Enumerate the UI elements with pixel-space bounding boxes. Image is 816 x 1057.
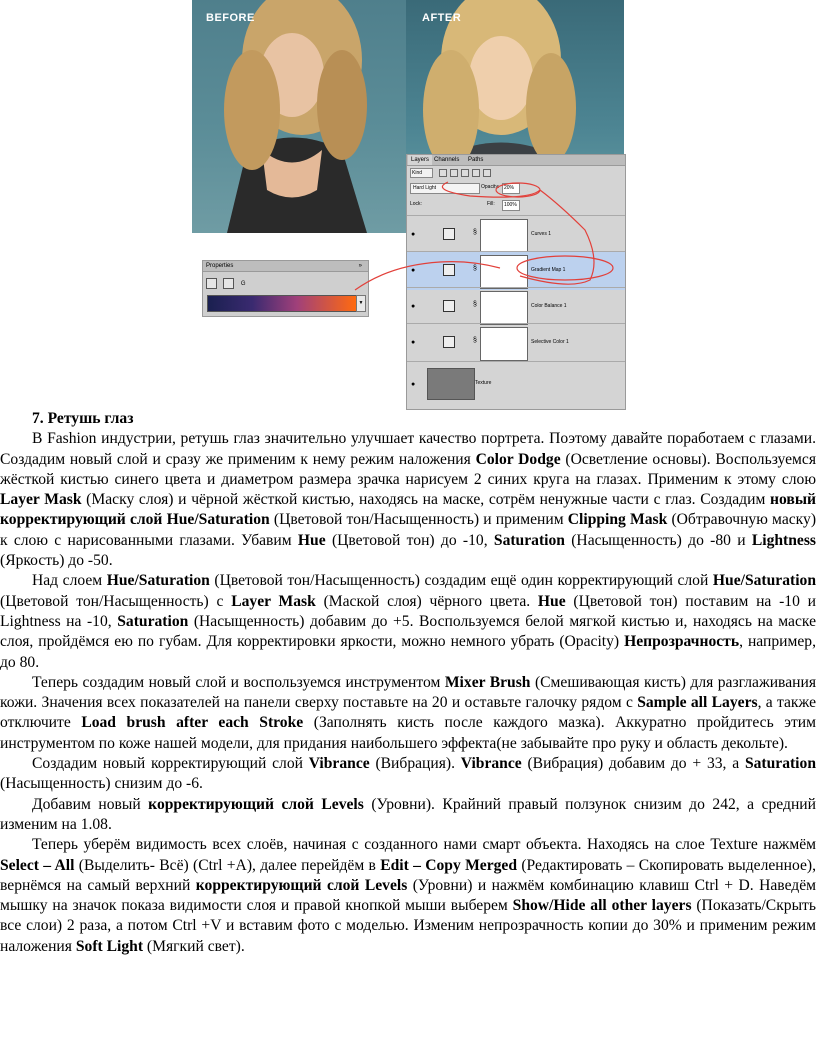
bold-term: Lightness — [751, 531, 816, 549]
filter-row — [407, 168, 625, 178]
paragraph — [0, 754, 816, 795]
adjustment-icon[interactable] — [206, 278, 217, 289]
layer-row-color-balance[interactable] — [407, 287, 625, 326]
gradient-map-icon — [443, 264, 455, 276]
blend-row — [407, 183, 625, 195]
properties-header — [203, 261, 368, 272]
fill-field[interactable]: 100% — [502, 200, 520, 211]
before-label: BEFORE — [206, 12, 255, 24]
filter-type-icon[interactable] — [461, 169, 469, 177]
bold-term: Vibrance — [460, 755, 522, 773]
properties-g-label: G — [240, 280, 246, 287]
bold-term: Clipping Mask — [567, 511, 668, 529]
article-body — [0, 409, 816, 957]
curves-icon — [443, 228, 455, 240]
bold-term: Color Dodge — [475, 450, 561, 468]
bold-term: Sample all Layers — [637, 694, 758, 712]
opacity-label: Opacity: — [481, 184, 500, 190]
text-run: (Цветовой тон) поставим на -10 и Lightness на -10, — [0, 592, 816, 630]
text-run: В Fashion индустрии, ретушь глаз значительно улучшает качество портрета. Поэтому давайте поработаем с глазами. Создадим новый слой и сразу же применим к нему режим наложения — [0, 430, 816, 468]
text-run: Теперь уберём видимость всех слоёв, начиная с созданного нами смарт объекта. Находясь на слое Texture нажмём — [32, 836, 816, 854]
tab-paths[interactable]: Paths — [468, 157, 484, 163]
layer-name: Curves 1 — [531, 231, 552, 237]
text-run: Теперь создадим новый слой и воспользуемся инструментом — [32, 673, 445, 691]
visibility-eye-icon[interactable]: ● — [411, 231, 416, 238]
bold-term: Load brush after each Stroke — [81, 714, 304, 732]
layer-row-selective-color[interactable] — [407, 323, 625, 362]
lock-label: Lock: — [410, 201, 422, 207]
bold-term: Hue/Saturation — [106, 572, 210, 590]
bold-term: Hue/Saturation — [712, 572, 816, 590]
text-run: Создадим новый корректирующий слой — [32, 755, 309, 773]
text-run: (Цветовой тон/Насыщенность) и применим — [269, 511, 568, 529]
bold-term: Layer Mask — [0, 491, 82, 509]
visibility-eye-icon[interactable]: ● — [411, 267, 416, 274]
text-run: (Маску слоя) и чёрной жёсткой кистью, находясь на маске, сотрём ненужные части с глаз. Создадим — [81, 491, 771, 509]
text-run: (Показать/Скрыть все слои) 2 раза, а потом Ctrl +V и вставим фото с моделью. Изменим непрозрачность копии до 30% и применим режим наложения — [0, 897, 816, 955]
text-run: (Цветовой тон) до -10, — [325, 531, 494, 549]
layers-panel — [406, 154, 626, 410]
text-run: (Заполнять кисть после каждого мазка). Аккуратно пройдитесь этим инструментом по коже нашей модели, для придания наибольшего эффекта(не забывайте про руку и область декольте). — [0, 714, 816, 752]
bold-term: Hue — [537, 592, 566, 610]
paragraph — [0, 795, 816, 836]
bold-term: Saturation — [493, 531, 565, 549]
link-icon: § — [473, 301, 477, 308]
properties-panel — [202, 260, 369, 317]
bold-term: Mixer Brush — [444, 673, 531, 691]
text-run: (Насыщенность) добавим до +5. Воспользуемся белой мягкой кистью и, находясь на маске слоя, пройдёмся ею по губам. Для корректировки яркости, можно немного убрать (Opacity) — [0, 612, 816, 651]
visibility-eye-icon[interactable]: ● — [411, 381, 416, 388]
layer-name: Color Balance 1 — [531, 303, 567, 309]
bold-term: Layer Mask — [231, 592, 316, 610]
layer-mask-thumbnail[interactable] — [480, 291, 528, 325]
bold-term: Saturation — [117, 612, 189, 630]
tab-channels[interactable]: Channels — [434, 157, 460, 163]
layer-row-curves[interactable] — [407, 215, 625, 254]
text-run: (Цветовой тон/Насыщенность) с — [0, 592, 232, 610]
filter-smart-icon[interactable] — [483, 169, 491, 177]
collapse-icon[interactable]: » — [358, 263, 362, 269]
portrait-before-illustration — [192, 0, 406, 233]
bold-term: корректирующий слой Levels — [148, 795, 364, 813]
text-run: (Обтравочную маску) к слою с нарисованными глазами. Убавим — [0, 511, 816, 549]
bold-term: Непрозрачность — [624, 633, 740, 651]
fill-label: Fill: — [487, 201, 495, 207]
text-run: (Уровни) и нажмём комбинацию клавиш Ctrl + D. Наведём мышку на значок показа видимости слоя и правой кнопкой мыши выберем — [0, 876, 816, 915]
text-run: (Выделить- Всё) (Ctrl +A), далее перейдём в — [74, 856, 381, 874]
before-photo — [192, 0, 406, 233]
layer-mask-thumbnail[interactable] — [480, 327, 528, 361]
bold-term: Select – All — [0, 856, 75, 874]
bold-term: Vibrance — [308, 755, 370, 773]
text-run: (Редактировать – Скопировать выделенное), вернёмся на самый верхний — [0, 856, 816, 894]
filter-adjustment-icon[interactable] — [450, 169, 458, 177]
bold-term: Hue — [297, 531, 326, 549]
layers-tabs — [407, 155, 625, 166]
blend-mode-select[interactable]: Hard Light — [410, 183, 480, 194]
properties-title: Properties — [206, 263, 234, 269]
text-run: (Смешивающая кисть) для разглаживания кожи. Значения всех показателей на панели сверху поставьте на 20 и оставьте галочку рядом с — [0, 673, 816, 712]
paragraph — [0, 429, 816, 571]
link-icon: § — [473, 229, 477, 236]
filter-shape-icon[interactable] — [472, 169, 480, 177]
color-balance-icon — [443, 300, 455, 312]
kind-filter[interactable]: Kind — [410, 168, 433, 178]
text-run: (Уровни). Крайний правый ползунок снизим до 242, а средний изменим на 1.08. — [0, 795, 816, 833]
text-run: (Цветовой тон/Насыщенность) создадим ещё один корректирующий слой — [209, 572, 713, 590]
mask-icon[interactable] — [223, 278, 234, 289]
layer-name: Texture — [475, 380, 492, 386]
text-run: (Маской слоя) чёрного цвета. — [315, 592, 538, 610]
paragraph — [0, 571, 816, 672]
text-run: (Мягкий свет). — [143, 937, 245, 955]
layer-row-texture[interactable] — [407, 361, 625, 408]
layer-mask-thumbnail[interactable] — [480, 219, 528, 253]
opacity-field[interactable]: 20% — [502, 183, 520, 194]
text-run: Над слоем — [32, 572, 107, 590]
gradient-dropdown-icon[interactable]: ▼ — [356, 295, 366, 312]
texture-thumbnail[interactable] — [427, 368, 475, 400]
visibility-eye-icon[interactable]: ● — [411, 303, 416, 310]
section-heading: 7. Ретушь глаз — [32, 410, 134, 427]
text-run: , а также отключите — [0, 694, 816, 732]
gradient-preview[interactable] — [207, 295, 357, 312]
layer-mask-thumbnail[interactable] — [480, 255, 528, 289]
text-run: Добавим новый — [32, 795, 149, 813]
layer-name: Selective Color 1 — [531, 339, 569, 345]
bold-term: Saturation — [744, 755, 816, 773]
text-run: (Насыщенность) до -80 и — [564, 531, 752, 549]
bold-term: Edit – Copy Merged — [380, 856, 518, 874]
text-run: (Насыщенность) снизим до -6. — [0, 775, 203, 793]
filter-pixel-icon[interactable] — [439, 169, 447, 177]
text-run: , например, до 80. — [0, 633, 816, 671]
properties-icon-row — [206, 275, 366, 288]
layer-name: Gradient Map 1 — [531, 267, 566, 273]
bold-term: новый корректирующий слой Hue/Saturation — [0, 491, 816, 529]
paragraph — [0, 673, 816, 754]
bold-term: Soft Light — [75, 937, 144, 955]
after-label: AFTER — [422, 12, 462, 24]
text-run: (Вибрация). — [369, 755, 461, 773]
text-run: (Яркость) до -50. — [0, 552, 113, 570]
layer-row-gradient-map[interactable] — [407, 251, 625, 290]
visibility-eye-icon[interactable]: ● — [411, 339, 416, 346]
bold-term: корректирующий слой Levels — [195, 876, 408, 894]
text-run: (Вибрация) добавим до + 33, а — [521, 755, 745, 773]
paragraphs — [0, 429, 816, 957]
paragraph — [0, 835, 816, 957]
link-icon: § — [473, 265, 477, 272]
selective-color-icon — [443, 336, 455, 348]
link-icon: § — [473, 337, 477, 344]
text-run: (Осветление основы). Воспользуемся жёсткой кистью синего цвета и диаметром размера зрачка нарисуем 2 синих круга на глазах. Применим к этому слою — [0, 450, 816, 488]
bold-term: Show/Hide all other layers — [512, 897, 692, 915]
tab-layers[interactable]: Layers — [408, 155, 432, 165]
lock-row — [407, 200, 625, 212]
